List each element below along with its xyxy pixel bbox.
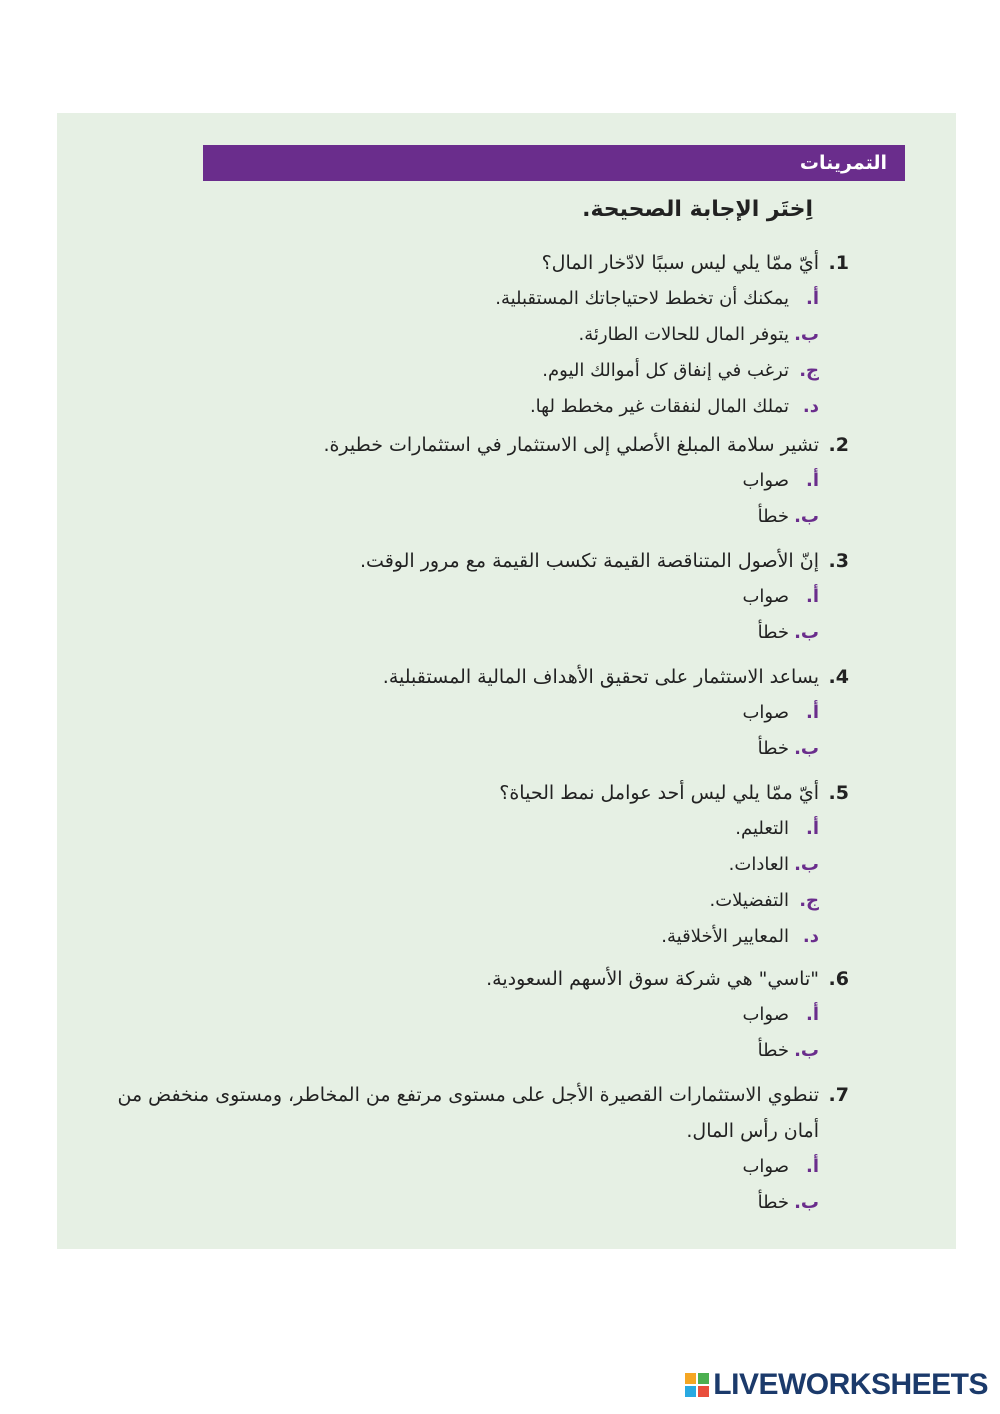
brand-name: LIVEWORKSHEETS — [713, 1368, 988, 1401]
liveworksheets-brand[interactable] — [685, 1368, 988, 1402]
option-label: د. — [802, 396, 819, 417]
question-text: تنطوي الاستثمارات القصيرة الأجل على مستوى مرتفع من المخاطر، ومستوى منخفض من أمان رأس المال. — [117, 1084, 819, 1142]
option[interactable] — [89, 499, 849, 535]
option[interactable] — [89, 811, 849, 847]
option-label: أ. — [805, 586, 819, 607]
option-text: صواب — [742, 586, 789, 607]
option-label: أ. — [805, 1156, 819, 1177]
option[interactable] — [89, 847, 849, 883]
option-text: تملك المال لنفقات غير مخطط لها. — [529, 396, 789, 417]
question-number: 1. — [828, 252, 849, 274]
question-text: يساعد الاستثمار على تحقيق الأهداف المالية المستقبلية. — [382, 666, 819, 688]
option-text: يتوفر المال للحالات الطارئة. — [578, 324, 789, 345]
option[interactable] — [89, 731, 849, 767]
option[interactable] — [89, 1185, 849, 1221]
option[interactable] — [89, 1149, 849, 1185]
section-banner — [203, 145, 905, 181]
instruction-heading: اِختَر الإجابة الصحيحة. — [582, 197, 813, 222]
question-text: أيّ ممّا يلي ليس سببًا لادّخار المال؟ — [541, 252, 819, 274]
option-label: أ. — [805, 288, 819, 309]
question-text: أيّ ممّا يلي ليس أحد عوامل نمط الحياة؟ — [499, 782, 819, 804]
option-label: أ. — [805, 470, 819, 491]
question-1 — [89, 245, 849, 425]
option[interactable] — [89, 353, 849, 389]
question-number: 5. — [828, 782, 849, 804]
option-label: ج. — [799, 890, 819, 911]
question-number: 4. — [828, 666, 849, 688]
option[interactable] — [89, 1033, 849, 1069]
exercise-panel — [57, 113, 956, 1249]
option-label: ب. — [794, 854, 819, 875]
option-text: خطأ — [757, 622, 789, 643]
option[interactable] — [89, 463, 849, 499]
option[interactable] — [89, 281, 849, 317]
option-label: د. — [802, 926, 819, 947]
option[interactable] — [89, 317, 849, 353]
question-number: 6. — [828, 968, 849, 990]
question-7 — [89, 1077, 849, 1221]
option-label: ب. — [794, 1040, 819, 1061]
option-text: التعليم. — [735, 818, 789, 839]
question-text: تشير سلامة المبلغ الأصلي إلى الاستثمار في استثمارات خطيرة. — [323, 434, 819, 456]
option-label: ب. — [794, 1192, 819, 1213]
question-text: إنّ الأصول المتناقصة القيمة تكسب القيمة مع مرور الوقت. — [360, 550, 819, 572]
banner-title: التمرينات — [799, 152, 887, 174]
option-label: أ. — [805, 1004, 819, 1025]
question-2 — [89, 427, 849, 535]
option-text: خطأ — [757, 1192, 789, 1213]
question-3 — [89, 543, 849, 651]
option[interactable] — [89, 883, 849, 919]
option[interactable] — [89, 615, 849, 651]
option-text: صواب — [742, 702, 789, 723]
option-text: خطأ — [757, 738, 789, 759]
option-label: ج. — [799, 360, 819, 381]
option[interactable] — [89, 695, 849, 731]
question-6 — [89, 961, 849, 1069]
option-text: صواب — [742, 470, 789, 491]
option-text: العادات. — [728, 854, 789, 875]
option-label: أ. — [805, 702, 819, 723]
option-label: ب. — [794, 622, 819, 643]
option[interactable] — [89, 997, 849, 1033]
option-label: ب. — [794, 506, 819, 527]
option[interactable] — [89, 919, 849, 955]
option-text: خطأ — [757, 1040, 789, 1061]
option-text: المعايير الأخلاقية. — [661, 926, 789, 947]
option-label: ب. — [794, 324, 819, 345]
option[interactable] — [89, 389, 849, 425]
question-number: 3. — [828, 550, 849, 572]
option-text: خطأ — [757, 506, 789, 527]
option-label: أ. — [805, 818, 819, 839]
option-text: يمكنك أن تخطط لاحتياجاتك المستقبلية. — [495, 288, 789, 309]
question-4 — [89, 659, 849, 767]
question-number: 7. — [828, 1084, 849, 1106]
option[interactable] — [89, 579, 849, 615]
option-label: ب. — [794, 738, 819, 759]
option-text: ترغب في إنفاق كل أموالك اليوم. — [542, 360, 789, 381]
question-number: 2. — [828, 434, 849, 456]
question-5 — [89, 775, 849, 955]
option-text: التفضيلات. — [709, 890, 789, 911]
option-text: صواب — [742, 1004, 789, 1025]
liveworksheets-logo-icon — [685, 1373, 709, 1397]
question-text: "تاسي" هي شركة سوق الأسهم السعودية. — [486, 968, 819, 990]
option-text: صواب — [742, 1156, 789, 1177]
